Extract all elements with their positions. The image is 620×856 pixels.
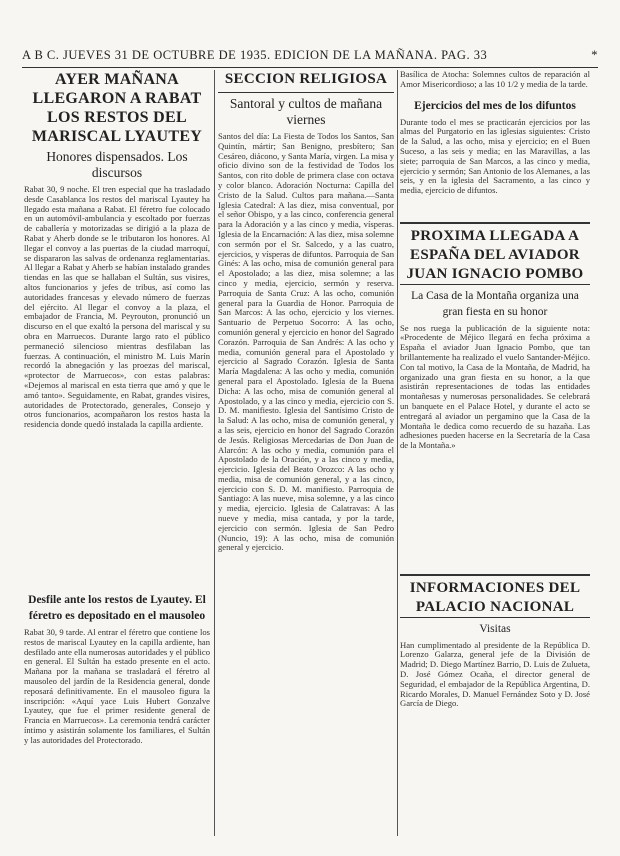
article-subtitle-pombo: La Casa de la Montaña organiza una gran fiesta en su honor xyxy=(411,289,579,318)
article-body-pombo: Se nos ruega la publicación de la siguiente nota: «Procedente de Méjico llegará en fecha próxima a España el aviador Juan Ignacio Pombo, que tan brillantemente ha realizado el vuelo Santander-Méjico. Con tal motivo, la Casa de la Montaña, de Madrid, ha organizado una gran fiesta en su honor, a la que asistirán representaciones de todas las entidades montañesas y numerosas personalidades. Se celebrará un banquete en el Palace Hotel, y durante el acto se entregará al aviador un pergamino que la Casa de la Montaña le dedica como recuerdo de su hazaña. Las adhesiones pueden hacerse en la Secretaría de la Casa de la Montaña.» xyxy=(400,323,590,451)
column-lyautey xyxy=(24,70,210,846)
column-religiosa xyxy=(218,70,394,846)
article-subtitle-honores: Honores dispensados. Los discursos xyxy=(46,149,188,180)
article-title-palacio: INFORMACIONES DEL PALACIO NACIONAL xyxy=(400,574,590,618)
article-body-visitas: Han cumplimentado al presidente de la República D. Lorenzo Galarza, general jefe de la División de Madrid; D. Diego Martínez Barrio, D. Luis de Zulueta, D. José Gómez Ocaña, el director general de Seguridad, el embajador de la República Argentina, D. Ricardo Morales, D. Manuel Fernández Soto y D. José García de Diego. xyxy=(400,640,590,709)
article-body-ejercicios: Durante todo el mes se practicarán ejercicios por las almas del Purgatorio en las iglesias siguientes: Cristo de la Salud, a las ocho, misa y ejercicio; en el Buen Suceso, a las seis y media; en las Maravillas, a las siete; parroquia de San Marcos, a las cinco y media, ejercicio y sermón; San Antonio de los Alemanes, a las seis, y en la iglesia del Sacramento, a las cinco y media, ejercicio de difuntos. xyxy=(400,117,590,196)
article-subtitle-visitas: Visitas xyxy=(479,622,511,635)
page-header xyxy=(22,44,598,66)
section-title-religiosa: SECCION RELIGIOSA xyxy=(218,70,394,93)
article-body-atocha: Basílica de Atocha: Solemnes cultos de reparación al Amor Misericordioso; a las 10 1/2 y media de la tarde. xyxy=(400,70,590,89)
article-title-desfile: Desfile ante los restos de Lyautey. El féretro es depositado en el mausoleo xyxy=(28,594,206,622)
header-dateline: A B C. JUEVES 31 DE OCTUBRE DE 1935. EDICION DE LA MAÑANA. PAG. 33 xyxy=(22,47,488,62)
header-mark: * xyxy=(591,47,598,62)
article-title-ejercicios: Ejercicios del mes de los difuntos xyxy=(414,99,576,112)
header-rule xyxy=(22,67,598,68)
article-body-lyautey: Rabat 30, 9 noche. El tren especial que ha trasladado desde Casablanca los restos del mariscal Lyautey ha llegado esta mañana a Rabat. El féretro fue colocado en un automóvil-ambulancia y escoltado por fuerzas de caballería y motorizadas se dirigió a la plaza de Rabat y Aherb donde se le tributaron los honores. Al llegar el convoy a las puertas de la ciudad marroquí, se dispararon las salvas de ordenanza reglamentarias. Al llegar a Rabat y Aherb se habían instalado grandes tiendas en las que se hallaban el Sultán, sus visires, altos funcionarios y jefes de tribus, así como las autoridades francesas y elevado número de fuerzas del ejército. Al llegar el convoy a la plaza, el embajador de Francia, M. Peyrouton, pronunció un discurso en el que exaltó la persona del mariscal y su obra en Marruecos. Durante largo rato el público permaneció silencioso mientras desfilaban las fuerzas. A continuación, el ministro M. Luis Marín recordó la abnegación y las proezas del mariscal, «protector de Marruecos», con estas palabras: «Dejemos al mariscal en esta tierra que amó y que le amó tanto». Seguidamente, en Rabat, grandes visires, autoridades de Protectorado, generales, Consejo y otros funcionarios, acompañaron los restos hasta la residencia donde quedó instalada la capilla ardiente. xyxy=(24,185,210,430)
article-title-pombo: PROXIMA LLEGADA A ESPAÑA DEL AVIADOR JUAN IGNACIO POMBO xyxy=(400,222,590,285)
column-rule-1 xyxy=(214,70,215,836)
column-rule-2 xyxy=(397,70,398,836)
article-body-santoral: Santos del día: La Fiesta de Todos los Santos, San Quintín, mártir; San Benigno, presbítero; San Cesáreo, diácono, y Santa María, virgen. La misa y oficio divino son de la festividad de Todos los Santos, con rito doble de primera clase con octava y color blanco. Adoración Nocturna: Capilla del Cristo de la Salud. Cultos para mañana.—Santa Iglesia Catedral: A las diez, misa conventual, por el señor Obispo, y a las cinco, conferencia general para la Adoración y a las cinco y media, vísperas. Iglesia de la Encarnación: A las diez, misa solemne con sermón por el Sr. Salcedo, y a las cuatro, ejercicios, y vísperas de difuntos. Parroquia de San Ginés: A las ocho, misa de comunión general para el Apostolado; a las diez, misa solemne; a las cinco y media, ejercicio, sermón y reserva. Parroquia de Santa Cruz: A las ocho, comunión general para la Guardia de Honor. Parroquia de San Marcos: A las ocho, ejercicio y los viernes. Santuario de Perpetuo Socorro: A las ocho, comunión general y ejercicio en honor del Sagrado Corazón. Parroquia de San Andrés: A las ocho y media, comunión general para el Apostolado y ejercicio al Sagrado Corazón. Iglesia de Santa María Magdalena: A las ocho y media, comunión general para el Apostolado. Iglesia de la Buena Dicha: A las ocho, misa de comunión general al Apostolado, y a las cinco y media, ejercicio con S. D. M. manifiesto. Iglesia del Santísimo Cristo de la Salud: A las ocho, misa de comunión general, y a las seis, ejercicio en honor del Sagrado Corazón de Jesús. Religiosas Mercedarias de Don Juan de Alarcón: A las ocho y media, comunión para el Apostolado de la Oración, y a las cinco y media, ejercicio. Iglesia del Beato Orozco: A las ocho y media, misa de comunión general, y a las cinco, ejercicio con S. D. M. manifiesto. Parroquia de Santiago: A las nueve, misa solemne, y a las cinco y media, ejercicio. Iglesia de Calatravas: A las nueve y media, misa cantada, y por la tarde, ejercicio con sermón. Iglesia de San Pedro (Nuncio, 19): A las ocho, misa de comunión general y ejercicio. xyxy=(218,132,394,553)
article-body-desfile: Rabat 30, 9 tarde. Al entrar el féretro que contiene los restos de mariscal Lyautey en la capilla ardiente, han desfilado ante ella numerosas autoridades y el público en general. El Sultán ha estado presente en el acto. Mañana por la mañana se trasladará el féretro al mausoleo del jardín de la Residencia general, donde reposará definitivamente. En el mausoleo figura la inscripción: «Aquí yace Luis Hubert Gonzalve Lyautey, que fue el primer residente general de Francia en Marruecos». La ceremonia tendrá carácter íntimo y asistirán solamente los familiares, el Sultán y las autoridades del Protectorado. xyxy=(24,628,210,745)
article-title-lyautey: AYER MAÑANA LLEGARON A RABAT LOS RESTOS DEL MARISCAL LYAUTEY xyxy=(31,71,203,145)
column-right xyxy=(400,70,590,846)
section-subtitle-santoral: Santoral y cultos de mañana viernes xyxy=(229,96,383,127)
